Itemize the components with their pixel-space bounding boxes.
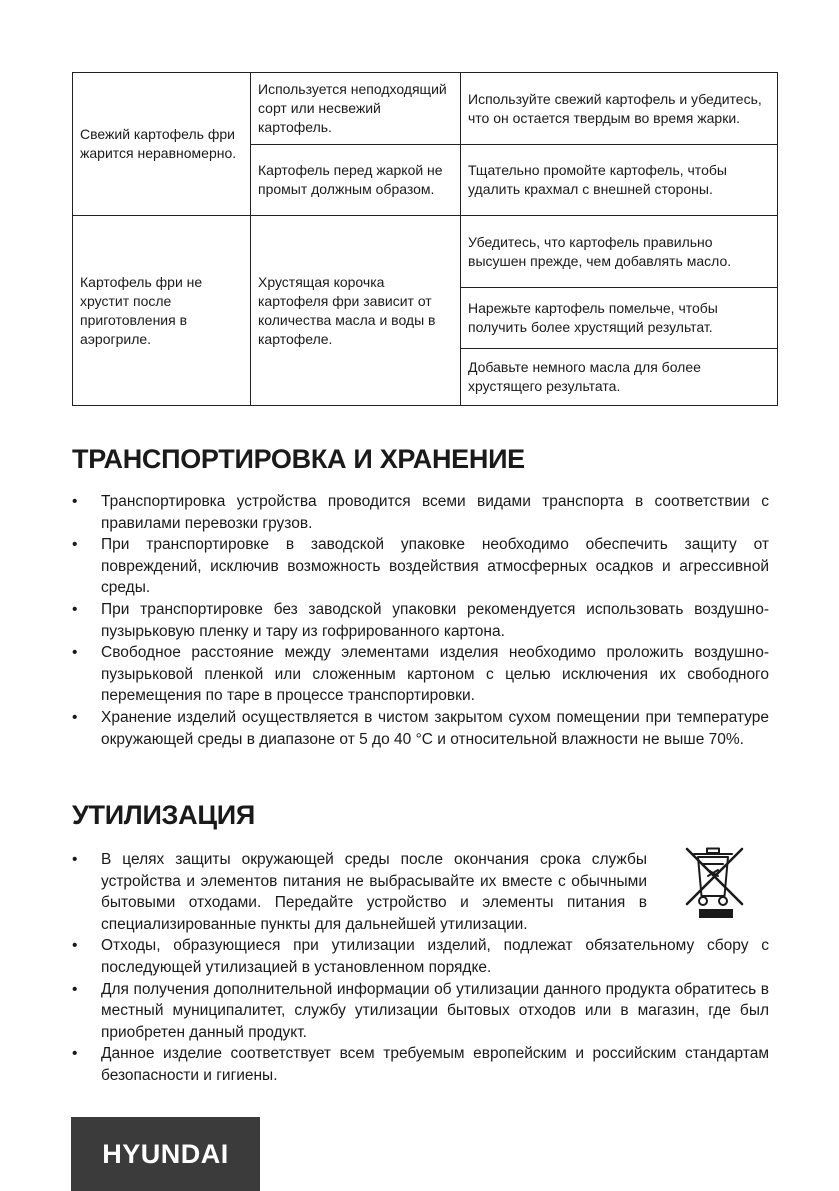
troubleshooting-table (72, 72, 778, 406)
bullet-marker: • (72, 600, 78, 618)
solution-cell: Используйте свежий картофель и убедитесь, что он остается твердым во время жарки. (461, 73, 778, 145)
list-item (72, 849, 769, 935)
cause-cell: Хрустящая корочка картофеля фри зависит от количества масла и воды в картофеле. (251, 216, 461, 406)
bullet-marker: • (72, 851, 78, 868)
bullet-marker: • (72, 980, 78, 998)
bullet-marker: • (72, 536, 78, 554)
transport-section-title: ТРАНСПОРТИРОВКА И ХРАНЕНИЕ (72, 444, 525, 474)
table-row (73, 216, 778, 288)
list-item (72, 642, 769, 707)
solution-cell: Добавьте немного масла для более хрустящего результата. (461, 349, 778, 406)
bullet-marker: • (72, 1045, 78, 1063)
list-item-text: Для получения дополнительной информации об утилизации данного продукта обратитесь в местный муниципалитет, службу утилизации бытовых отходов или в магазин, где был приобретен данный продукт. (101, 980, 769, 1041)
solution-cell: Убедитесь, что картофель правильно высушен прежде, чем добавлять масло. (461, 216, 778, 288)
list-item-text: Отходы, образующиеся при утилизации изделий, подлежат обязательному сбору с последующей утилизацией в установленном порядке. (101, 937, 769, 976)
transport-bullet-list (72, 491, 769, 750)
cause-cell: Картофель перед жаркой не промыт должным образом. (251, 145, 461, 216)
list-item-text: Свободное расстояние между элементами изделия необходимо проложить воздушно-пузырьковой пленкой или сложенным картоном с целью исключения их свободного перемещения по таре в процессе транспортировки. (101, 644, 769, 705)
problem-cell: Картофель фри не хрустит после приготовления в аэрогриле. (73, 216, 251, 406)
list-item-text: Данное изделие соответствует всем требуемым европейским и российским стандартам безопасности и гигиены. (101, 1045, 769, 1084)
disposal-section-title: УТИЛИЗАЦИЯ (72, 800, 255, 830)
list-item (72, 935, 769, 978)
list-item (72, 491, 769, 534)
brand-logo (71, 1117, 260, 1191)
list-item (72, 979, 769, 1044)
table-row (73, 73, 778, 145)
list-item-text: При транспортировке в заводской упаковке необходимо обеспечить защиту от повреждений, исключив возможность воздействия атмосферных осадков и агрессивной среды. (101, 536, 769, 597)
list-item-text: При транспортировке без заводской упаковки рекомендуется использовать воздушно-пузырьковую пленку и тару из гофрированного картона. (101, 600, 769, 640)
brand-logo-text: HYUNDAI (102, 1138, 229, 1169)
bullet-marker: • (72, 493, 78, 510)
solution-cell: Тщательно промойте картофель, чтобы удалить крахмал с внешней стороны. (461, 145, 778, 216)
list-item (72, 1043, 769, 1086)
list-item (72, 534, 769, 599)
list-item (72, 707, 769, 750)
disposal-bullet-list (72, 849, 769, 1087)
bullet-marker: • (72, 708, 78, 726)
bullet-marker: • (72, 937, 78, 955)
list-item-text: Хранение изделий осуществляется в чистом закрытом сухом помещении при температуре окружающей среды в диапазоне от 5 до 40 °С и относительной влажности не выше 70%. (101, 708, 769, 748)
solution-cell: Нарежьте картофель помельче, чтобы получить более хрустящий результат. (461, 288, 778, 349)
cause-cell: Используется неподходящий сорт или несвежий картофель. (251, 73, 461, 145)
problem-cell: Свежий картофель фри жарится неравномерно. (73, 73, 251, 216)
list-item (72, 599, 769, 642)
list-item-text: В целях защиты окружающей среды после окончания срока службы устройства и элементов питания не выбрасывайте их вместе с обычными бытовыми отходами. Передайте устройство и элементы питания в специализированные пункты для дальнейшей утилизации. (101, 851, 647, 933)
list-item-text: Транспортировка устройства проводится всеми видами транспорта в соответствии с правилами перевозки грузов. (101, 493, 769, 532)
bullet-marker: • (72, 644, 78, 662)
